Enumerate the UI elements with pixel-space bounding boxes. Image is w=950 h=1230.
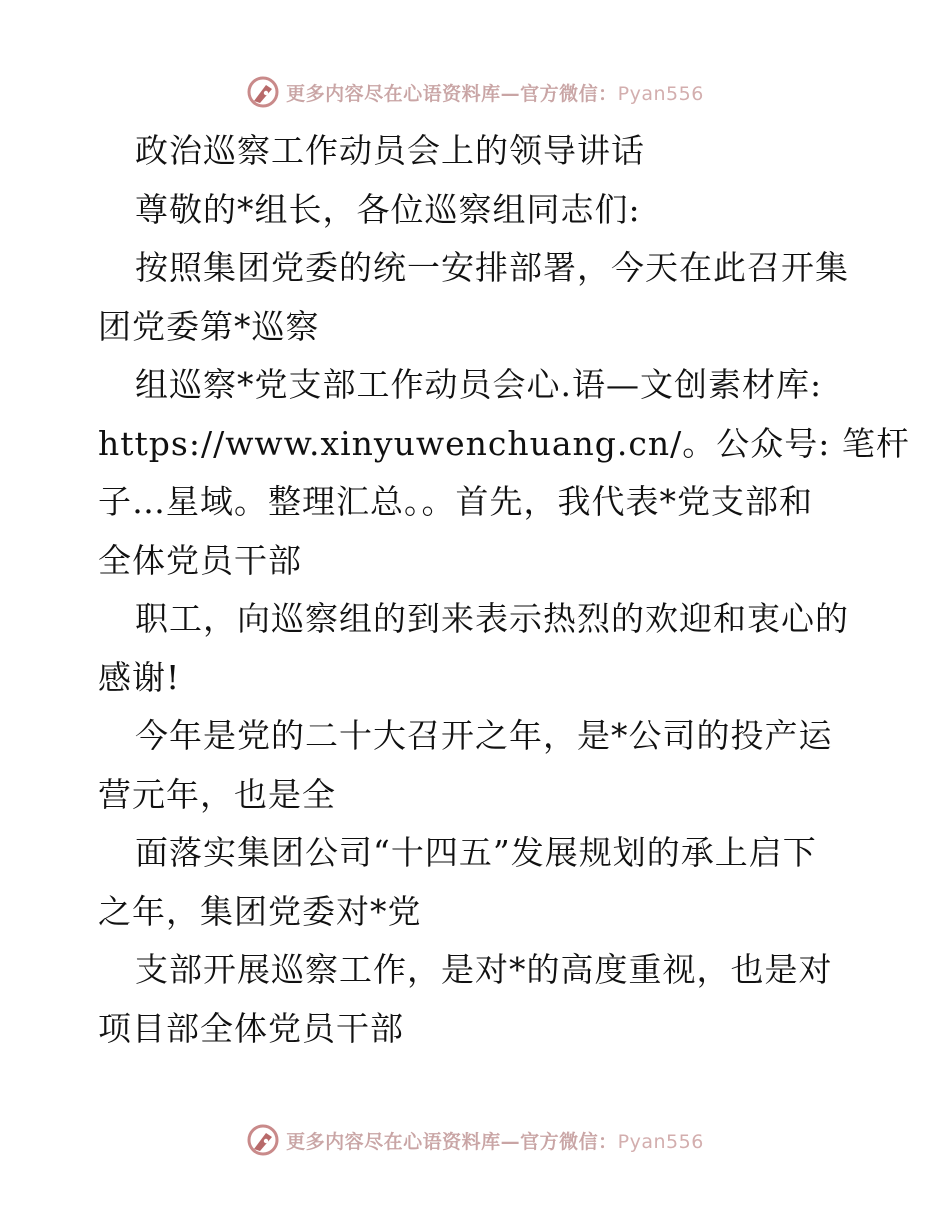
- doc-line: https://www.xinyuwenchuang.cn/。公众号: 笔杆: [98, 423, 910, 463]
- doc-line: 团党委第*巡察: [98, 306, 320, 346]
- doc-salutation: 尊敬的*组长，各位巡察组同志们:: [135, 189, 641, 229]
- header-watermark: [0, 72, 950, 112]
- document-body: [98, 122, 910, 1058]
- footer-watermark: [0, 1120, 950, 1160]
- watermark-text: 更多内容尽在心语资料库—官方微信：Pyan556: [286, 1130, 704, 1153]
- doc-line: 营元年，也是全: [98, 774, 336, 814]
- doc-line: 全体党员干部: [98, 540, 302, 580]
- doc-line: 按照集团党委的统一安排部署，今天在此召开集: [135, 248, 849, 287]
- doc-line: 面落实集团公司“十四五”发展规划的承上启下: [135, 833, 817, 872]
- doc-title: 政治巡察工作动员会上的领导讲话: [135, 131, 645, 170]
- pen-nib-circle-icon: [246, 1123, 280, 1157]
- doc-line: 职工，向巡察组的到来表示热烈的欢迎和衷心的: [135, 599, 849, 638]
- doc-line: 感谢!: [98, 657, 181, 697]
- doc-line: 之年，集团党委对*党: [98, 891, 422, 931]
- doc-line: 组巡察*党支部工作动员会心.语—文创素材库:: [135, 365, 823, 404]
- pen-nib-circle-icon: [246, 75, 280, 109]
- doc-line: 子…星域。整理汇总。。首先，我代表*党支部和: [98, 482, 813, 521]
- doc-line: 今年是党的二十大召开之年，是*公司的投产运: [135, 716, 833, 755]
- doc-line: 项目部全体党员干部: [98, 1008, 404, 1048]
- watermark-text: 更多内容尽在心语资料库—官方微信：Pyan556: [286, 82, 704, 105]
- doc-line: 支部开展巡察工作，是对*的高度重视，也是对: [135, 950, 833, 989]
